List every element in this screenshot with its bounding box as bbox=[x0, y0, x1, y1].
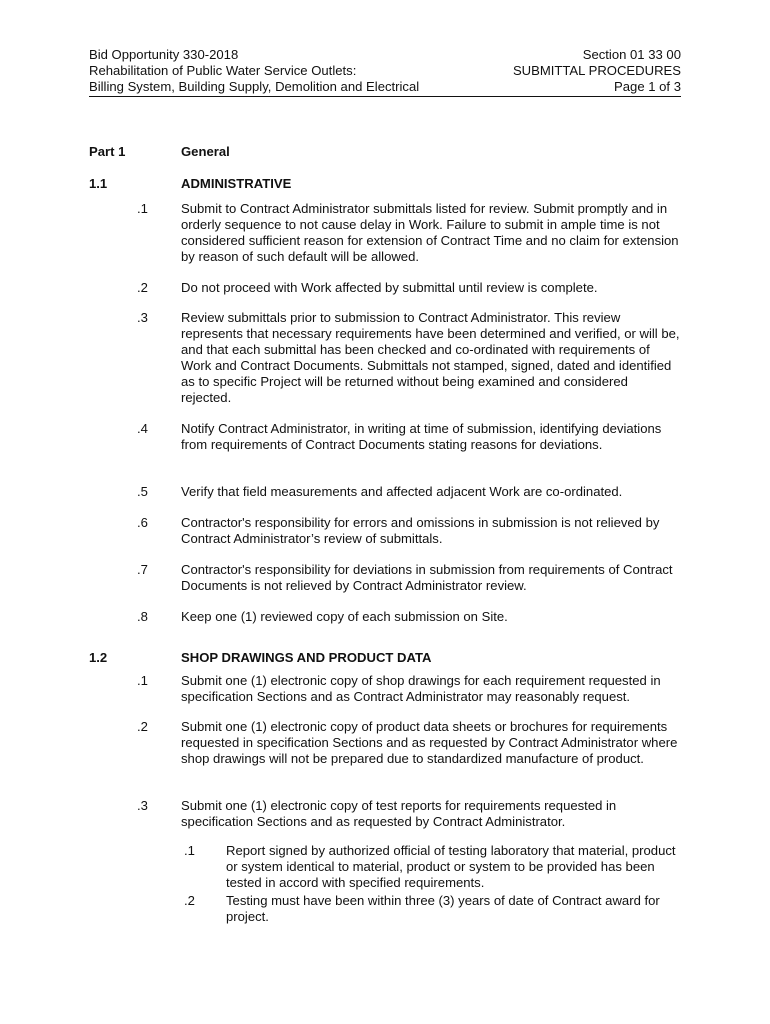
section-heading-shop-drawings bbox=[89, 650, 431, 666]
header-right bbox=[513, 47, 681, 95]
section-heading-administrative bbox=[89, 176, 291, 192]
item-number: .1 bbox=[137, 201, 148, 216]
item-text: Notify Contract Administrator, in writing at time of submission, identifying deviations from requirements of Contract Documents stating reasons for deviations. bbox=[181, 421, 662, 452]
sub-list-item bbox=[181, 843, 681, 891]
item-text: Submit to Contract Administrator submittals listed for review. Submit promptly and in orderly sequence to not cause delay in Work. Failure to submit in ample time is not considered sufficient reason for extension of Contract Time and no claim for extension by reason of such default will be allowed. bbox=[181, 201, 679, 264]
list-item bbox=[89, 421, 681, 453]
sub-item-text: Testing must have been within three (3) years of date of Contract award for project. bbox=[226, 893, 660, 924]
item-number: .7 bbox=[137, 562, 148, 577]
item-text: Do not proceed with Work affected by submittal until review is complete. bbox=[181, 280, 598, 295]
sub-list-item bbox=[181, 893, 681, 925]
item-text: Review submittals prior to submission to Contract Administrator. This review represents that necessary requirements have been determined and verified, or will be, and that each submittal has been checked and co-ordinated with requirements of Work and Contract Documents. Submittals not stamped, signed, dated and identified as to specific Project will be returned without being examined and considered rejected. bbox=[181, 310, 680, 405]
project-title-line-1: Rehabilitation of Public Water Service Outlets: bbox=[89, 62, 357, 78]
item-text: Submit one (1) electronic copy of test reports for requirements requested in specification Sections and as requested by Contract Administrator. bbox=[181, 798, 617, 829]
list-item bbox=[89, 280, 681, 296]
section-title: ADMINISTRATIVE bbox=[181, 176, 292, 191]
section-title: SHOP DRAWINGS AND PRODUCT DATA bbox=[181, 650, 432, 665]
bid-opportunity: Bid Opportunity 330-2018 bbox=[89, 47, 239, 62]
list-item bbox=[89, 515, 681, 547]
list-item bbox=[89, 562, 681, 594]
item-number: .1 bbox=[137, 673, 148, 688]
page-header bbox=[89, 47, 681, 97]
list-item bbox=[89, 484, 681, 500]
item-text: Submit one (1) electronic copy of shop drawings for each requirement requested in specification Sections and as Contract Administrator may reasonably request. bbox=[181, 673, 661, 704]
item-text: Contractor's responsibility for errors and omissions in submission is not relieved by Contract Administrator’s review of submittals. bbox=[181, 515, 660, 546]
section-number: 1.2 bbox=[89, 650, 108, 665]
item-text: Keep one (1) reviewed copy of each submission on Site. bbox=[181, 609, 508, 624]
item-number: .8 bbox=[137, 609, 148, 624]
item-number: .3 bbox=[137, 310, 148, 325]
sub-item-number: .2 bbox=[184, 893, 195, 908]
list-item bbox=[89, 673, 681, 705]
project-title-line-2: Billing System, Building Supply, Demolition and Electrical bbox=[89, 78, 420, 94]
part-heading bbox=[89, 144, 230, 160]
section-number: Section 01 33 00 bbox=[582, 47, 681, 62]
header-left bbox=[89, 47, 419, 95]
sub-item-number: .1 bbox=[184, 843, 195, 858]
list-item bbox=[89, 310, 681, 405]
item-number: .6 bbox=[137, 515, 148, 530]
part-number: Part 1 bbox=[89, 144, 126, 159]
item-number: .5 bbox=[137, 484, 148, 499]
item-number: .2 bbox=[137, 280, 148, 295]
item-text: Verify that field measurements and affected adjacent Work are co-ordinated. bbox=[181, 484, 623, 499]
section-number: 1.1 bbox=[89, 176, 108, 191]
sub-item-text: Report signed by authorized official of testing laboratory that material, product or system identical to material, product or system to be provided has been tested in accord with specified requirements. bbox=[226, 843, 676, 890]
item-number: .2 bbox=[137, 719, 148, 734]
item-number: .4 bbox=[137, 421, 148, 436]
list-item bbox=[89, 201, 681, 265]
list-item bbox=[89, 719, 681, 767]
list-item bbox=[89, 609, 681, 625]
page-number: Page 1 of 3 bbox=[614, 78, 681, 94]
part-title: General bbox=[181, 144, 230, 159]
section-title: SUBMITTAL PROCEDURES bbox=[512, 62, 681, 78]
list-item bbox=[89, 798, 681, 830]
item-text: Submit one (1) electronic copy of product data sheets or brochures for requirements requested in specification Sections and as requested by Contract Administrator where shop drawings will not be prepared due to standardized manufacture of product. bbox=[181, 719, 678, 766]
item-number: .3 bbox=[137, 798, 148, 813]
item-text: Contractor's responsibility for deviations in submission from requirements of Contract Documents is not relieved by Contract Administrator review. bbox=[181, 562, 673, 593]
